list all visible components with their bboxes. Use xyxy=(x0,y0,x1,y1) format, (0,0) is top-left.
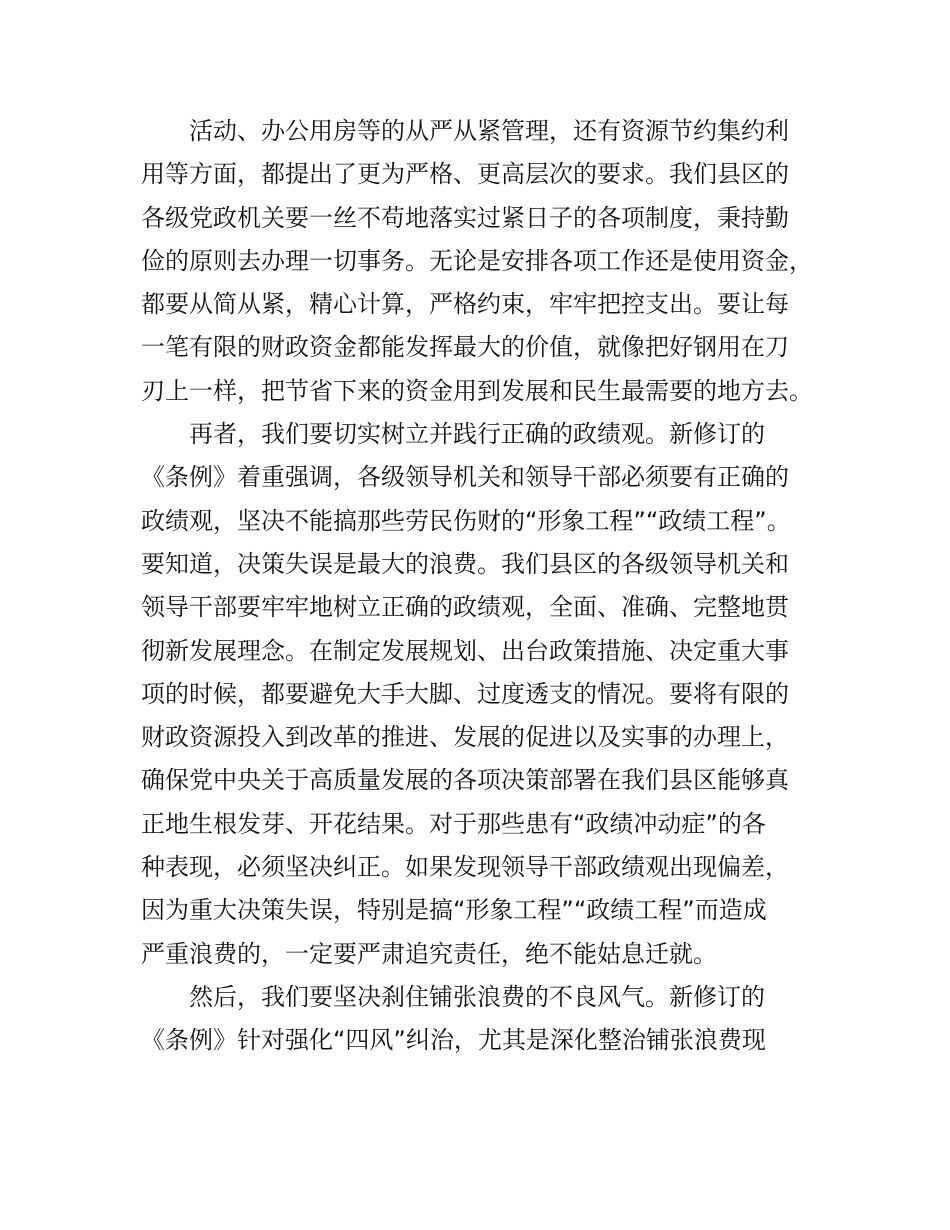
text-line: 正地生根发芽、开花结果。对于那些患有“政绩冲动症”的各 xyxy=(141,809,766,838)
text-line: 政绩观，坚决不能搞那些劳民伤财的“形象工程”“政绩工程”。 xyxy=(141,506,791,535)
text-line: 种表现，必须坚决纠正。如果发现领导干部政绩观出现偏差， xyxy=(141,853,789,882)
text-line: 确保党中央关于高质量发展的各项决策部署在我们县区能够真 xyxy=(141,766,789,795)
text-line: 刃上一样，把节省下来的资金用到发展和民生最需要的地方去。 xyxy=(141,376,813,405)
text-line: 都要从简从紧，精心计算，严格约束，牢牢把控支出。要让每 xyxy=(141,290,789,319)
text-line: 再者，我们要切实树立并践行正确的政绩观。新修订的 xyxy=(189,420,765,449)
text-line: 项的时候，都要避免大手大脚、过度透支的情况。要将有限的 xyxy=(141,679,789,708)
text-line: 然后，我们要坚决刹住铺张浪费的不良风气。新修订的 xyxy=(189,982,765,1011)
document-body xyxy=(141,110,841,1063)
text-line: 俭的原则去办理一切事务。无论是安排各项工作还是使用资金， xyxy=(141,246,813,275)
text-line: 彻新发展理念。在制定发展规划、出台政策措施、决定重大事 xyxy=(141,636,789,665)
text-line: 严重浪费的，一定要严肃追究责任，绝不能姑息迁就。 xyxy=(141,939,717,968)
text-line: 领导干部要牢牢地树立正确的政绩观，全面、准确、完整地贯 xyxy=(141,593,789,622)
text-line: 《条例》针对强化“四风”纠治，尤其是深化整治铺张浪费现 xyxy=(141,1026,766,1055)
text-line: 用等方面，都提出了更为严格、更高层次的要求。我们县区的 xyxy=(141,160,789,189)
text-line: 各级党政机关要一丝不苟地落实过紧日子的各项制度，秉持勤 xyxy=(141,203,789,232)
text-line: 因为重大决策失误，特别是搞“形象工程”“政绩工程”而造成 xyxy=(141,896,767,925)
text-line: 财政资源投入到改革的推进、发展的促进以及实事的办理上， xyxy=(141,723,789,752)
text-line: 活动、办公用房等的从严从紧管理，还有资源节约集约利 xyxy=(189,117,789,145)
text-line: 要知道，决策失误是最大的浪费。我们县区的各级领导机关和 xyxy=(141,549,789,578)
text-line: 《条例》着重强调，各级领导机关和领导干部必须要有正确的 xyxy=(141,463,789,492)
text-line: 一笔有限的财政资金都能发挥最大的价值，就像把好钢用在刀 xyxy=(141,333,789,362)
